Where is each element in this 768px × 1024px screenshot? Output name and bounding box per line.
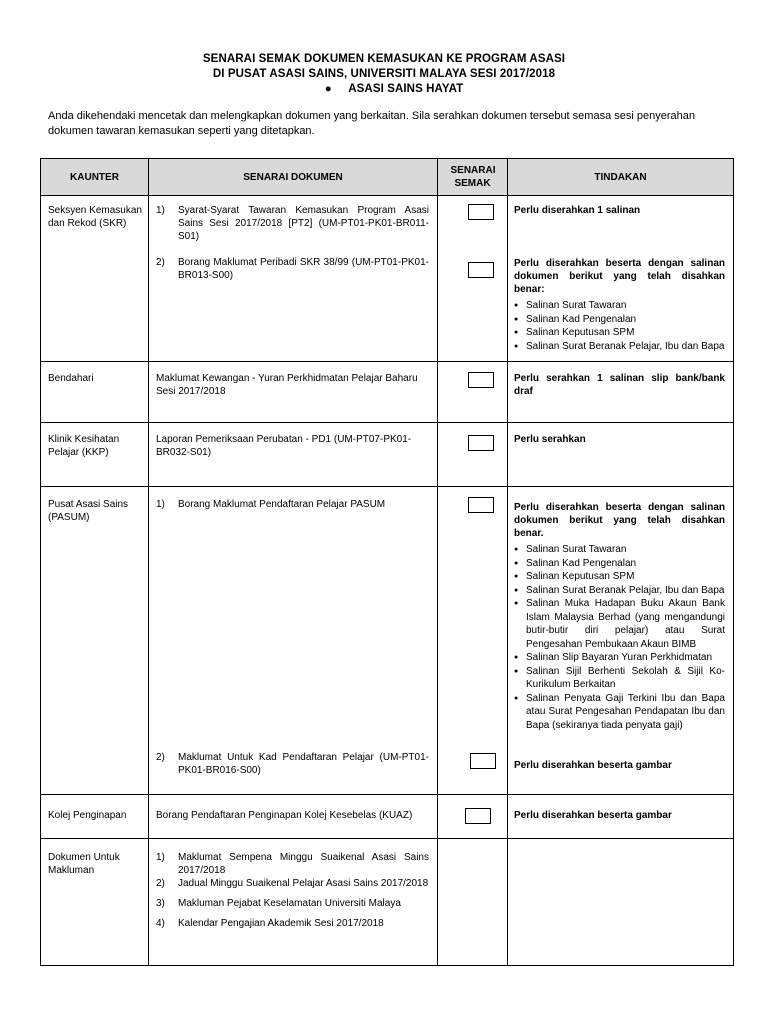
table-row (41, 795, 734, 839)
document-item: Laporan Pemeriksaan Perubatan - PD1 (UM-PT07-PK01-BR032-S01) (156, 434, 412, 458)
kaunter-label: Seksyen Kemasukan dan Rekod (SKR) (48, 205, 142, 229)
table-row (41, 362, 734, 423)
list-item: ● Salinan Surat Tawaran (514, 299, 725, 313)
action-text: Perlu diserahkan beserta gambar (514, 760, 672, 771)
header-senarai-semak: SENARAI SEMAK (438, 159, 508, 196)
intro-paragraph: Anda dikehendaki mencetak dan melengkapkan dokumen yang berkaitan. Sila serahkan dokumen tersebut semasa sesi penyerahan dokumen tawaran kemasukan seperti yang ditetapkan. (48, 110, 695, 137)
kaunter-label: Kolej Penginapan (48, 810, 127, 821)
required-documents-list (514, 299, 725, 353)
action-text: Perlu diserahkan 1 salinan (514, 205, 641, 216)
program-name: ASASI SAINS HAYAT (348, 83, 464, 95)
list-item: ● Salinan Muka Hadapan Buku Akaun Bank Islam Malaysia Berhad (yang mengandungi butir-butir diri pelajar) atau Surat Pengesahan Pembukaan Akaun BIMB (514, 597, 725, 651)
list-item: ● Salinan Sijil Berhenti Sekolah & Sijil Ko-Kurikulum Berkaitan (514, 665, 725, 692)
table-row: Pusat Asasi Sains (PASUM) 1) Borang Maklumat Pendaftaran Pelajar PASUM 2) Maklumat Untuk Kad Pendaftaran Pelajar (UM-PT01-PK01-BR016-S00) Perlu diserahkan beserta dengan salinan dokumen berikut yang telah disahkan benar. ● Salinan Surat Tawaran ● Salinan Kad Pengenalan ● Salinan Keputusan SPM ● Salinan Surat Beranak Pelajar, Ibu dan Bapa ● Salinan Muka Hadapan Buku Akaun Bank Islam Malaysia Berhad (yang mengandungi butir-butir diri pelajar) atau Surat Pengesahan Pembukaan Akaun BIMB ● Salinan Slip Bayaran Yuran Perkhidmatan ● Salinan Sijil Berhenti Sekolah & Sijil Ko-Kurikulum Berkaitan ● Salinan Penyata Gaji Terkini Ibu dan Bapa atau Surat Pengesahan Pendapatan Ibu dan Bapa (sekiranya tiada penyata gaji) Perlu diserahkan beserta gambar (41, 487, 734, 795)
list-item: ● Salinan Surat Tawaran (514, 543, 725, 557)
document-title-block (0, 52, 768, 97)
list-item: ● Salinan Kad Pengenalan (514, 557, 725, 571)
kaunter-label: Klinik Kesihatan Pelajar (KKP) (48, 434, 120, 458)
checkbox[interactable] (465, 808, 491, 824)
checkbox[interactable] (468, 204, 494, 220)
table-row: Seksyen Kemasukan dan Rekod (SKR) 1) Syarat-Syarat Tawaran Kemasukan Program Asasi Sains Sesi 2017/2018 [PT2] (UM-PT01-PK01-BR011-S01) 2) Borang Maklumat Peribadi SKR 38/99 (UM-PT01-PK01-BR013-S00) Perlu diserahkan 1 salinan Perlu diserahkan beserta dengan salinan dokumen berikut yang telah disahkan benar: ● Salinan Surat Tawaran ● Salinan Kad Pengenalan ● Salinan Keputusan SPM ● Salinan Surat Beranak Pelajar, Ibu dan Bapa (41, 196, 734, 362)
checkbox[interactable] (470, 753, 496, 769)
list-item: ● Salinan Kad Pengenalan (514, 313, 725, 327)
kaunter-label: Bendahari (48, 373, 94, 384)
action-text: Perlu serahkan (514, 434, 586, 445)
list-item: ● Salinan Penyata Gaji Terkini Ibu dan Bapa atau Surat Pengesahan Pendapatan Ibu dan Bapa (sekiranya tiada penyata gaji) (514, 692, 725, 733)
checkbox[interactable] (468, 372, 494, 388)
document-item: Borang Pendaftaran Penginapan Kolej Kesebelas (KUAZ) (156, 810, 413, 821)
bullet-icon: ● (324, 83, 332, 95)
action-text: Perlu serahkan 1 salinan slip bank/bank draf (514, 373, 725, 397)
required-documents-list (514, 543, 725, 732)
title-line-1: SENARAI SEMAK DOKUMEN KEMASUKAN KE PROGRAM ASASI (202, 53, 566, 65)
list-item: ● Salinan Surat Beranak Pelajar, Ibu dan Bapa (514, 340, 725, 354)
table-header-row (41, 159, 734, 196)
checkbox[interactable] (468, 497, 494, 513)
kaunter-label: Pusat Asasi Sains (PASUM) (48, 499, 129, 523)
header-tindakan: TINDAKAN (508, 159, 734, 196)
kaunter-label: Dokumen Untuk Makluman (48, 852, 120, 876)
checkbox[interactable] (468, 435, 494, 451)
checklist-table (40, 158, 734, 966)
table-row (41, 423, 734, 487)
list-item: ● Salinan Keputusan SPM (514, 326, 725, 340)
header-kaunter: KAUNTER (41, 159, 149, 196)
table-row: Dokumen Untuk Makluman 1) Maklumat Sempena Minggu Suaikenal Asasi Sains 2017/2018 2) Jadual Minggu Suaikenal Pelajar Asasi Sains 2017/2018 3) Makluman Pejabat Keselamatan Universiti Malaya 4) Kalendar Pengajian Akademik Sesi 2017/2018 (41, 839, 734, 966)
action-text: Perlu diserahkan beserta dengan salinan dokumen berikut yang telah disahkan benar. (514, 502, 725, 539)
checkbox[interactable] (468, 262, 494, 278)
list-item: ● Salinan Slip Bayaran Yuran Perkhidmatan (514, 651, 725, 665)
document-item: Maklumat Kewangan - Yuran Perkhidmatan Pelajar Baharu Sesi 2017/2018 (156, 373, 418, 397)
list-item: ● Salinan Surat Beranak Pelajar, Ibu dan Bapa (514, 584, 725, 598)
title-line-2: DI PUSAT ASASI SAINS, UNIVERSITI MALAYA SESI 2017/2018 (212, 68, 556, 80)
title-line-3 (0, 82, 768, 97)
action-text: Perlu diserahkan beserta dengan salinan dokumen berikut yang telah disahkan benar: (514, 258, 725, 295)
header-senarai-dokumen: SENARAI DOKUMEN (149, 159, 438, 196)
list-item: ● Salinan Keputusan SPM (514, 570, 725, 584)
action-text: Perlu diserahkan beserta gambar (514, 810, 672, 821)
